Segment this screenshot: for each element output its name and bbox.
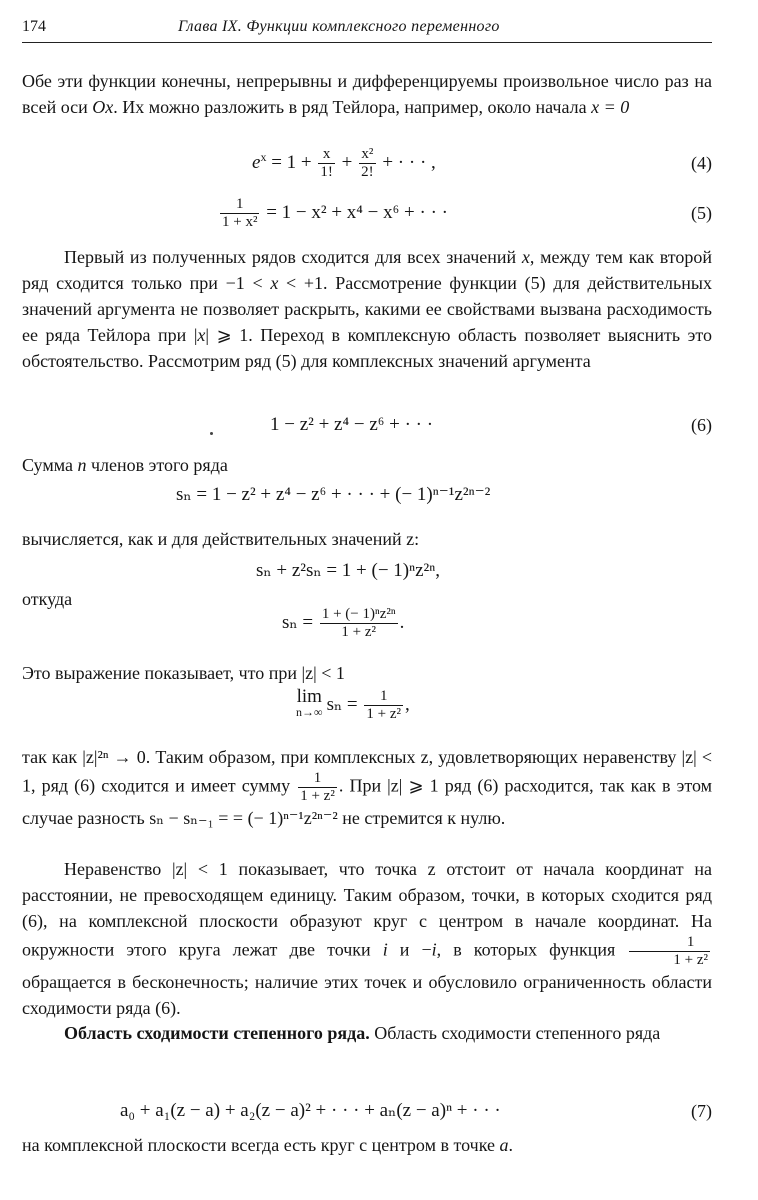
equation-7-number: (7) [691,1101,712,1121]
paragraph-power-series-region: Область сходимости степенного ряда. Область сходимости степенного ряда [64,1023,661,1043]
paragraph-sum-conclusion: так как |z|²ⁿ → 0. Таким образом, при комплексных z, удовлетворяющих неравенству |z| < 1, ряд (6) сходится и имеет сумму $\frac{1}{\text{1 + z²}}$ . При |z| ⩾ 1 ряд (6) расходится, так как в этом случае разность sₙ − sₙ₋₁ = = (− 1)ⁿ⁻¹z²ⁿ⁻² не стремится к нулю. [22,747,712,828]
paragraph-expression: Это выражение показывает, что при |z| < 1 [22,663,345,683]
paragraph-whence: откуда [22,589,73,609]
paragraph-partial-sum: Сумма n членов этого ряда [22,455,228,475]
section-heading: Область сходимости степенного ряда. [64,1023,370,1043]
equation-7: a₀ + a₁(z − a) + a₂(z − a)² + · · · + aₙ(z − a)ⁿ + · · · [120,1100,501,1121]
equation-sn-closed: sₙ = $\frac{\text{1 + (− 1)ⁿz²ⁿ}}{\text{1 + z²}}$ . [282,606,405,640]
paragraph-unit-disk: Неравенство |z| < 1 показывает, что точка z отстоит от начала координат на расстоянии, не превосходящем единицу. Таким образом, точки, в которых сходится ряд (6), на комплексной плоскости образуют круг с центром в начале координат. На окружности этого круга лежат две точки i и −i, в которых функция $\frac{1}{\text{1 + z²}}$ обращается в бесконечность; наличие этих точек и обусловило ограниченность области сходимости ряда (6). [22,859,712,1018]
chapter-title: Глава IX. Функции комплексного переменного [178,18,500,35]
equation-4: $e^x = 1$ + $\frac{x}{1!}$ + $\frac{\text{x²}}{2!}$ + · · · , [252,146,436,180]
equation-sn-relation: sₙ + z²sₙ = 1 + (− 1)ⁿz²ⁿ, [256,560,440,581]
paragraph-circle: на комплексной плоскости всегда есть круг с центром в точке a. [22,1135,513,1155]
paragraph-taylor-intro: Обе эти функции конечны, непрерывны и дифференцируемы произвольное число раз на всей оси Ox. Их можно разложить в ряд Тейлора, например, около начала x = 0 [22,71,712,117]
equation-5: $\frac{1}{\text{1 + x²}}$ = 1 − x² + x⁴ − x⁶ + · · · [222,196,448,230]
equation-6: 1 − z² + z⁴ − z⁶ + · · · [270,414,434,435]
print-speck [210,432,213,435]
paragraph-convergence: Первый из полученных рядов сходится для всех значений x, между тем как второй ряд сходится только при −1 < x < +1. Рассмотрение функции (5) для действительных значений аргумента не позволяет раскрыть, какими ее свойствами вызвана расходимость ее ряда Тейлора при |x| ⩾ 1. Переход в комплексную область позволяет выяснить это обстоятельство. Рассмотрим ряд (5) для комплексных значений аргумента [22,247,713,371]
paragraph-computed: вычисляется, как и для действительных значений z: [22,529,420,549]
equation-limit: lim n→∞ sₙ = $\frac{1}{\text{1 + z²}}$ , [296,686,410,722]
page-number: 174 [22,18,46,35]
equation-5-number: (5) [691,203,712,223]
running-header [22,16,712,43]
equation-6-number: (6) [691,415,712,435]
equation-sn: sₙ = 1 − z² + z⁴ − z⁶ + · · · + (− 1)ⁿ⁻¹z²ⁿ⁻² [176,484,491,505]
equation-4-number: (4) [691,153,712,173]
